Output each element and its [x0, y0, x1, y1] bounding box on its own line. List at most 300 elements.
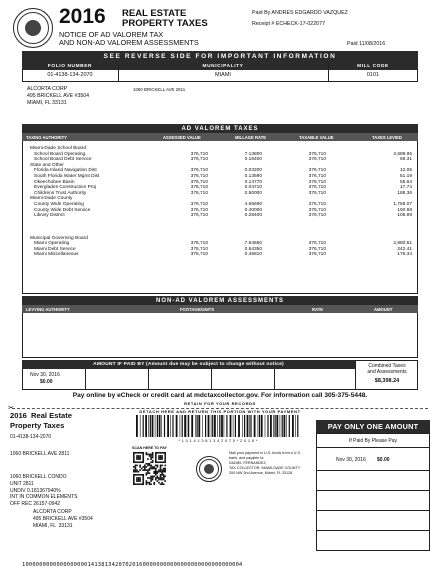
qr-module — [153, 466, 155, 468]
barcode-bar — [145, 415, 147, 437]
pay-date: Nov 30, 2016 — [336, 457, 366, 463]
qr-module — [161, 483, 163, 485]
qr-module — [152, 461, 154, 463]
qr-module — [150, 479, 152, 481]
qr-module — [160, 468, 162, 470]
qr-module — [142, 455, 144, 457]
ad-valorem-header-row — [22, 133, 418, 141]
qr-module — [135, 461, 137, 463]
qr-module — [161, 461, 163, 463]
qr-module — [158, 471, 160, 473]
qr-module — [155, 457, 157, 459]
qr-module — [136, 458, 138, 460]
qr-module — [136, 477, 138, 479]
qr-module — [135, 471, 137, 473]
col-taxes-levied: TAXES LEVIED — [372, 134, 402, 140]
taxes-levied-list: 2,688.95 69.31 12.05 51.19 55.64 17.74 188.36 1,758.07 150.68 106.99 2,880.51 242.41 176.34 — [393, 151, 412, 258]
qr-module — [155, 479, 157, 481]
qr-module — [147, 477, 149, 479]
barcode-bar — [270, 415, 272, 437]
qr-module — [139, 465, 141, 467]
qr-module — [161, 477, 163, 479]
title-line1: REAL ESTATE — [122, 8, 187, 19]
qr-module — [152, 479, 154, 481]
subtitle-line2: AND NON-AD VALOREM ASSESSMENTS — [59, 38, 199, 47]
barcode-bar — [250, 415, 251, 437]
qr-module — [163, 474, 165, 476]
qr-module — [161, 482, 163, 484]
qr-module — [155, 452, 157, 454]
qr-module — [146, 469, 148, 471]
col-taxable-value: TAXABLE VALUE — [299, 134, 334, 140]
qr-module — [139, 458, 141, 460]
receipt-number: Receipt # ECHECK-17-022077 — [252, 21, 326, 27]
qr-module — [161, 458, 163, 460]
qr-module — [164, 455, 166, 457]
qr-module — [160, 457, 162, 459]
qr-module — [141, 452, 143, 454]
qr-module — [146, 480, 148, 482]
qr-module — [136, 483, 138, 485]
qr-module — [163, 469, 165, 471]
qr-module — [160, 469, 162, 471]
barcode-bar — [254, 415, 256, 437]
qr-module — [150, 477, 152, 479]
qr-module — [152, 455, 154, 457]
barcode-bar — [295, 415, 296, 437]
qr-module — [158, 479, 160, 481]
qr-module — [136, 480, 138, 482]
qr-module — [139, 477, 141, 479]
barcode-bar — [202, 415, 203, 437]
barcode-bar — [187, 415, 188, 437]
qr-module — [160, 476, 162, 478]
pay-amount: $0.00 — [377, 457, 390, 463]
barcode-bar — [136, 415, 138, 437]
qr-module — [142, 460, 144, 462]
barcode-bar — [233, 415, 234, 437]
qr-module — [133, 476, 135, 478]
qr-module — [139, 452, 141, 454]
qr-module — [138, 458, 140, 460]
if-paid-by-label: If Paid By Please Pay — [348, 438, 398, 444]
qr-module — [152, 477, 154, 479]
qr-module — [139, 457, 141, 459]
qr-module — [149, 454, 151, 456]
qr-module — [147, 463, 149, 465]
qr-module — [133, 477, 135, 479]
qr-module — [150, 468, 152, 470]
qr-module — [155, 477, 157, 479]
qr-module — [142, 483, 144, 485]
detach-instruction: DETACH HERE AND RETURN THIS PORTION WITH YOUR PAYMENT — [139, 409, 301, 414]
qr-module — [142, 469, 144, 471]
qr-module — [133, 480, 135, 482]
qr-module — [147, 471, 149, 473]
qr-module — [136, 469, 138, 471]
qr-module — [158, 458, 160, 460]
qr-module — [157, 465, 159, 467]
qr-module — [142, 474, 144, 476]
qr-module — [152, 460, 154, 462]
qr-module — [153, 468, 155, 470]
qr-module — [136, 474, 138, 476]
qr-module — [161, 479, 163, 481]
stub-title-line2: Property Taxes — [10, 421, 65, 430]
qr-module — [150, 476, 152, 478]
ad-valorem-title: AD VALOREM TAXES — [22, 124, 418, 133]
qr-module — [161, 471, 163, 473]
qr-module — [136, 457, 138, 459]
qr-module — [136, 455, 138, 457]
barcode-bar — [208, 415, 210, 437]
qr-module — [157, 452, 159, 454]
qr-module — [158, 469, 160, 471]
payment-barcode — [134, 415, 302, 437]
qr-module — [142, 461, 144, 463]
combined-taxes-amount: $8,398.24 — [374, 378, 400, 384]
barcode-bar — [286, 415, 287, 437]
qr-module — [150, 455, 152, 457]
owner-address-2: MIAMI, FL 33131 — [27, 100, 67, 106]
qr-module — [142, 457, 144, 459]
taxing-authority-list: Miami-Dade School Board School Board Operating School Board Debt Service State and Other Florida Inland Navigation Dist South Florida Water Mgmt Dist Okeechobee Basin Everglades Construction Proj Childrens Trust Authority Miami-Dade County County Wide Operating County Wide Debt Service Library District Municipal Governing Board Miami Operating Miami Debt Service Miami Miscellaneous — [30, 146, 100, 258]
barcode-bar — [247, 415, 249, 437]
qr-module — [164, 471, 166, 473]
qr-module — [160, 479, 162, 481]
qr-module — [142, 477, 144, 479]
qr-module — [155, 474, 157, 476]
qr-module — [141, 483, 143, 485]
owner-address-1: 495 BRICKELL AVE #3504 — [27, 93, 90, 99]
qr-module — [147, 465, 149, 467]
qr-module — [138, 477, 140, 479]
qr-module — [138, 474, 140, 476]
qr-module — [161, 455, 163, 457]
qr-module — [136, 461, 138, 463]
qr-module — [149, 483, 151, 485]
barcode-bar — [150, 415, 151, 437]
qr-module — [155, 469, 157, 471]
qr-module — [142, 480, 144, 482]
qr-module — [146, 472, 148, 474]
scan-to-pay-label: SCAN HERE TO PAY — [132, 446, 167, 450]
qr-module — [136, 471, 138, 473]
qr-module — [157, 471, 159, 473]
qr-module — [138, 483, 140, 485]
qr-module — [164, 461, 166, 463]
pay-online-link[interactable]: Pay online by eCheck or credit card at mdctaxcollector.gov. For information call 305-375-5448. — [72, 392, 368, 399]
qr-module — [149, 465, 151, 467]
barcode-bar — [188, 415, 189, 437]
qr-module — [160, 452, 162, 454]
qr-module — [160, 455, 162, 457]
barcode-bar — [170, 415, 171, 437]
barcode-bar — [226, 415, 227, 437]
non-ad-valorem-header-row — [22, 305, 418, 313]
qr-module — [160, 465, 162, 467]
qr-module — [138, 461, 140, 463]
amount-if-paid-amount: $0.00 — [40, 379, 53, 385]
qr-module — [147, 454, 149, 456]
barcode-bar — [205, 415, 206, 437]
qr-module — [163, 479, 165, 481]
qr-module — [161, 465, 163, 467]
qr-module — [164, 458, 166, 460]
qr-code-icon[interactable] — [133, 452, 166, 485]
barcode-bar — [219, 415, 220, 437]
barcode-bar — [249, 415, 250, 437]
qr-module — [164, 460, 166, 462]
barcode-bar — [167, 415, 169, 437]
qr-module — [149, 455, 151, 457]
taxable-value-list: 376,710 376,710 376,710 376,710 376,710 376,710 376,710 376,710 376,710 376,710 376,710 376,710 376,710 — [308, 151, 326, 258]
stub-legal-description: 1060 BRICKELL CONDO UNIT 2811 UNDIV 0.181367940% INT IN COMMON ELEMENTS OFF REC 26157-0942 — [10, 474, 78, 508]
qr-module — [138, 471, 140, 473]
mail-payment-instructions: Mail your payment in U.S. funds from a U.S. bank, and payable to: DANIEL FERNANDEZ, TAX COLLECTOR, MIAMI-DADE COUNTY 200 NW 2nd Avenue, Miami, FL 33128 — [229, 451, 301, 475]
millage-rate-list: 7.13800 0.18400 0.03200 0.13590 0.14770 0.04710 0.50000 4.66690 0.40000 0.28400 7.64650 0.64350 0.46810 — [244, 151, 262, 258]
reverse-side-banner: SEE REVERSE SIDE FOR IMPORTANT INFORMATION — [22, 51, 418, 62]
barcode-bar — [244, 415, 245, 437]
qr-module — [139, 461, 141, 463]
barcode-bar — [258, 415, 259, 437]
qr-module — [147, 482, 149, 484]
barcode-bar — [212, 415, 213, 437]
qr-module — [157, 461, 159, 463]
title-line2: PROPERTY TAXES — [122, 18, 208, 29]
paid-date: Paid 11/08/2016 — [347, 41, 386, 47]
qr-module — [135, 483, 137, 485]
mill-code-header: MILL CODE — [328, 62, 418, 70]
qr-module — [155, 455, 157, 457]
subtitle-line1: NOTICE OF AD VALOREM TAX — [59, 30, 164, 39]
qr-module — [163, 461, 165, 463]
stub-owner-block: ALCORTA CORP 495 BRICKELL AVE #3504 MIAMI, FL 33131 — [33, 509, 93, 529]
tax-collector-seal-small-icon — [196, 456, 222, 482]
qr-module — [164, 457, 166, 459]
qr-module — [146, 452, 148, 454]
qr-module — [133, 482, 135, 484]
owner-name: ALCORTA CORP — [27, 86, 68, 92]
property-address: 1060 BRICKELL AVE 2811 — [133, 87, 186, 92]
barcode-bar — [184, 415, 186, 437]
barcode-bar — [282, 415, 283, 437]
qr-module — [144, 469, 146, 471]
qr-module — [163, 471, 165, 473]
qr-module — [155, 460, 157, 462]
qr-module — [153, 472, 155, 474]
stub-folio: 01-4138-134-2070 — [10, 434, 52, 440]
qr-module — [155, 458, 157, 460]
qr-module — [146, 454, 148, 456]
qr-module — [133, 460, 135, 462]
assessed-value-list: 376,710 376,710 376,710 376,710 376,710 376,710 376,710 376,710 376,710 376,710 376,710 376,710 376,710 — [190, 151, 208, 258]
col-footage-units: FOOTAGE/UNITS — [180, 306, 215, 312]
qr-module — [135, 465, 137, 467]
qr-module — [163, 477, 165, 479]
qr-module — [146, 474, 148, 476]
qr-module — [164, 476, 166, 478]
qr-module — [146, 463, 148, 465]
qr-module — [146, 466, 148, 468]
barcode-bar — [197, 415, 198, 437]
scissors-icon: ✂ — [8, 405, 14, 412]
qr-module — [133, 454, 135, 456]
col-rate: RATE — [312, 306, 324, 312]
qr-module — [135, 452, 137, 454]
paid-by: Paid By ANDRES EDGARDO VAZQUEZ — [252, 10, 348, 16]
barcode-digits: * 1 0 1 4 1 3 8 1 3 4 2 0 7 0 * 2 0 1 6 * — [178, 438, 258, 443]
qr-module — [158, 482, 160, 484]
qr-module — [164, 452, 166, 454]
barcode-bar — [259, 415, 260, 437]
qr-module — [161, 457, 163, 459]
qr-module — [163, 483, 165, 485]
qr-module — [141, 468, 143, 470]
qr-module — [150, 480, 152, 482]
barcode-bar — [176, 415, 178, 437]
qr-module — [160, 483, 162, 485]
barcode-bar — [267, 415, 268, 437]
qr-module — [135, 468, 137, 470]
qr-module — [157, 472, 159, 474]
qr-module — [142, 479, 144, 481]
barcode-bar — [224, 415, 225, 437]
barcode-bar — [164, 415, 165, 437]
qr-module — [133, 469, 135, 471]
qr-module — [158, 477, 160, 479]
barcode-bar — [284, 415, 286, 437]
qr-module — [150, 466, 152, 468]
qr-module — [149, 477, 151, 479]
municipality-value: MIAMI — [215, 72, 231, 78]
stub-property-address: 1060 BRICKELL AVE 2811 — [10, 451, 70, 457]
qr-module — [157, 480, 159, 482]
qr-module — [144, 466, 146, 468]
barcode-bar — [238, 415, 240, 437]
qr-module — [133, 452, 135, 454]
ocr-scanline: 1000000000000000000141381342070201600000000000000000000000000004 — [22, 562, 243, 568]
qr-module — [163, 468, 165, 470]
municipality-header: MUNICIPALITY — [118, 62, 328, 70]
qr-module — [149, 468, 151, 470]
col-amount: AMOUNT — [374, 306, 393, 312]
barcode-bar — [275, 415, 276, 437]
pay-only-one-amount-title: PAY ONLY ONE AMOUNT — [316, 420, 430, 433]
qr-module — [135, 474, 137, 476]
qr-module — [150, 457, 152, 459]
barcode-bar — [180, 415, 181, 437]
qr-module — [163, 452, 165, 454]
combined-taxes-label-1: Combined Taxes — [368, 363, 406, 369]
qr-module — [139, 480, 141, 482]
barcode-bar — [143, 415, 144, 437]
barcode-bar — [242, 415, 243, 437]
qr-module — [153, 482, 155, 484]
qr-module — [155, 471, 157, 473]
qr-module — [152, 454, 154, 456]
barcode-bar — [280, 415, 281, 437]
qr-module — [161, 472, 163, 474]
qr-module — [139, 474, 141, 476]
qr-module — [160, 461, 162, 463]
qr-module — [152, 466, 154, 468]
qr-module — [138, 479, 140, 481]
qr-module — [157, 477, 159, 479]
qr-module — [163, 476, 165, 478]
qr-module — [133, 461, 135, 463]
qr-module — [142, 458, 144, 460]
qr-module — [135, 469, 137, 471]
qr-module — [150, 458, 152, 460]
qr-module — [149, 463, 151, 465]
qr-module — [153, 471, 155, 473]
qr-module — [133, 458, 135, 460]
qr-module — [152, 476, 154, 478]
qr-module — [157, 466, 159, 468]
barcode-bar — [198, 415, 200, 437]
col-levying-authority: LEVYING AUTHORITY — [26, 306, 70, 312]
qr-module — [133, 474, 135, 476]
barcode-bar — [297, 415, 298, 437]
qr-module — [138, 480, 140, 482]
tax-collector-seal-icon — [13, 8, 53, 48]
qr-module — [153, 483, 155, 485]
qr-module — [142, 466, 144, 468]
qr-module — [135, 466, 137, 468]
qr-module — [142, 452, 144, 454]
retain-for-records: RETAIN FOR YOUR RECORDS — [184, 401, 256, 406]
qr-module — [157, 476, 159, 478]
barcode-bar — [157, 415, 158, 437]
folio-number: 01-4138-134-2070 — [47, 72, 93, 78]
qr-module — [152, 457, 154, 459]
barcode-bar — [148, 415, 149, 437]
qr-module — [160, 471, 162, 473]
qr-module — [164, 465, 166, 467]
qr-module — [149, 469, 151, 471]
barcode-bar — [265, 415, 266, 437]
barcode-bar — [172, 415, 173, 437]
barcode-bar — [140, 415, 141, 437]
qr-module — [139, 483, 141, 485]
qr-module — [150, 454, 152, 456]
barcode-bar — [289, 415, 290, 437]
qr-module — [133, 455, 135, 457]
year-title: 2016 — [59, 5, 106, 28]
qr-module — [164, 454, 166, 456]
qr-module — [158, 455, 160, 457]
qr-module — [136, 452, 138, 454]
barcode-bar — [221, 415, 223, 437]
pay-amount-box — [316, 433, 430, 551]
qr-module — [160, 474, 162, 476]
barcode-bar — [273, 415, 274, 437]
barcode-bar — [155, 415, 156, 437]
col-assessed-value: ASSESSED VALUE — [163, 134, 201, 140]
qr-module — [142, 476, 144, 478]
qr-module — [150, 461, 152, 463]
qr-module — [133, 457, 135, 459]
qr-module — [147, 472, 149, 474]
qr-module — [139, 455, 141, 457]
qr-module — [149, 472, 151, 474]
barcode-bar — [230, 415, 232, 437]
qr-module — [146, 482, 148, 484]
barcode-bar — [235, 415, 236, 437]
barcode-bar — [152, 415, 154, 437]
qr-module — [139, 466, 141, 468]
